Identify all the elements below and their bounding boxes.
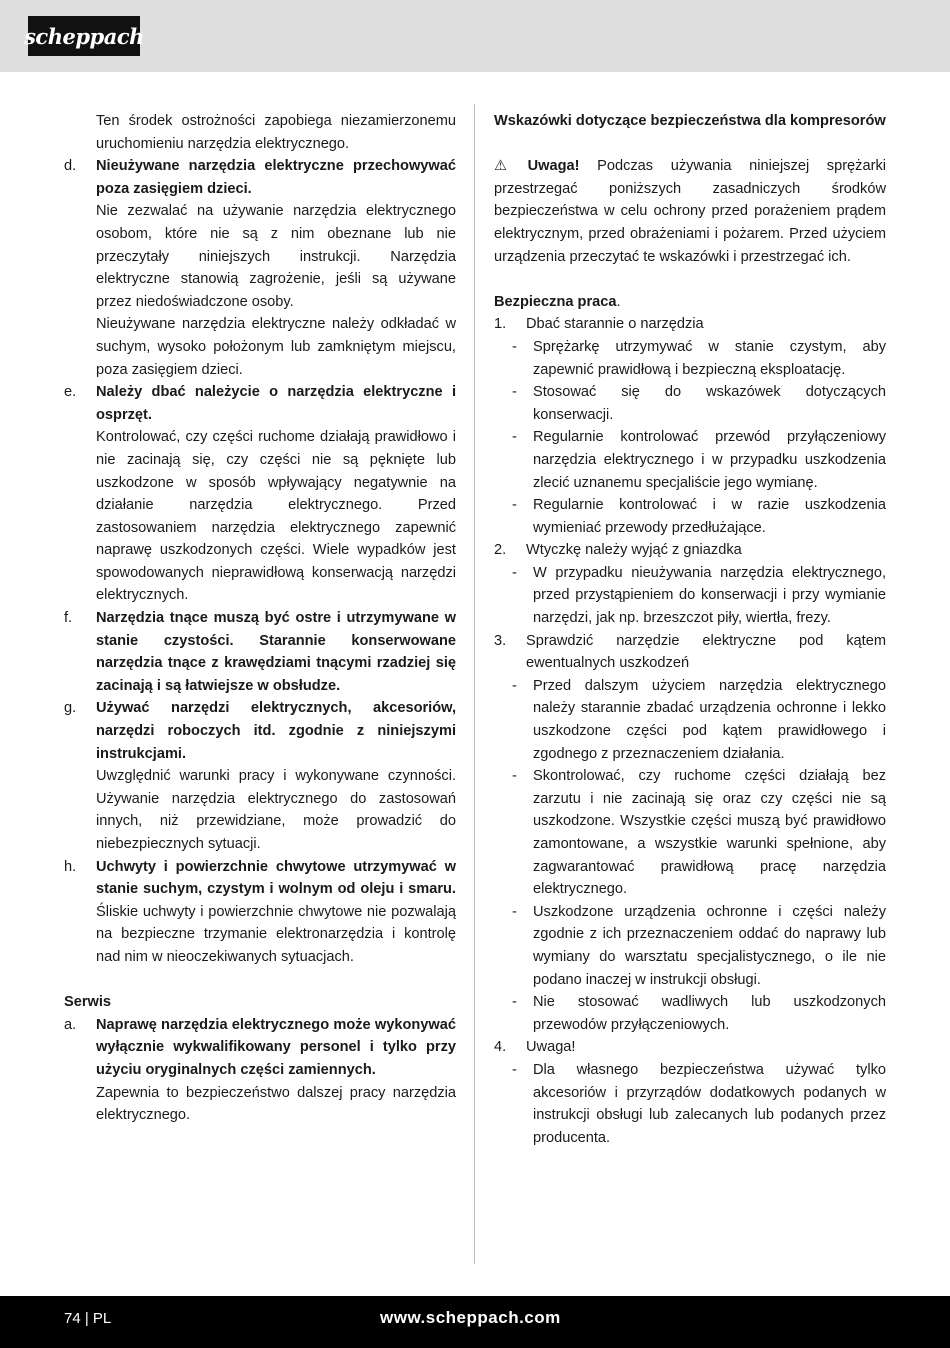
warning-paragraph [494, 155, 886, 268]
item-title: Naprawę narzędzia elektrycznego może wykonywać wyłącznie wykwalifikowany personel i tylko przy użyciu oryginalnych części zamiennych. [96, 1016, 456, 1078]
dash-text: W przypadku nieużywania narzędzia elektrycznego, przed przystąpieniem do konserwacji i przy wymianie narzędzi, jak np. brzeszczot piły, wiertła, frezy. [533, 564, 886, 627]
dash-marker: - [512, 429, 517, 446]
warning-icon: ⚠ [494, 158, 508, 175]
item-label: h. [64, 858, 77, 875]
section-title: Sprawdzić narzędzie elektryczne pod kątem ewentualnych uszkodzeń [526, 632, 886, 672]
item-body: Śliskie uchwyty i powierzchnie chwytowe nie pozwalają na bezpieczne trzymanie elektronarzędzia i kontrolę nad nim w nieoczekiwanych sytuacjach. [96, 903, 456, 965]
dash-item [494, 562, 886, 630]
dash-marker: - [512, 768, 517, 785]
safe-work-label: Bezpieczna praca [494, 293, 617, 310]
warning-label: Uwaga! [527, 158, 580, 175]
column-divider [474, 104, 475, 1264]
dash-item [494, 901, 886, 991]
section-heading: Wskazówki dotyczące bezpieczeństwa dla kompresorów [494, 113, 886, 129]
numbered-section [494, 313, 886, 336]
dash-marker: - [512, 677, 517, 694]
dash-item [494, 494, 886, 539]
list-item-f [64, 607, 456, 697]
dash-marker: - [512, 338, 517, 355]
safe-work-dot: . [616, 293, 621, 310]
list-item-h [64, 856, 456, 969]
item-title: Nieużywane narzędzia elektryczne przechowywać poza zasięgiem dzieci. [96, 158, 456, 197]
dash-marker: - [512, 564, 517, 581]
list-item-e [64, 381, 456, 607]
numbered-section [494, 1036, 886, 1059]
dash-text: Dla własnego bezpieczeństwa używać tylko akcesoriów i przyrządów dodatkowych podanych w instrukcji obsługi lub zalecanych lub podanych przez producenta. [533, 1061, 886, 1146]
item-label: f. [64, 610, 73, 627]
logo-text: scheppach [24, 23, 144, 49]
item-title: Uchwyty i powierzchnie chwytowe utrzymywać w stanie suchym, czystym i wolnym od oleju i smaru. [96, 858, 456, 898]
section-number: 2. [494, 542, 507, 559]
dash-marker: - [512, 497, 517, 514]
item-label: a. [64, 1016, 77, 1033]
section-number: 4. [494, 1039, 507, 1056]
dash-marker: - [512, 1061, 517, 1078]
dash-item [494, 991, 886, 1036]
item-body: Nie zezwalać na używanie narzędzia elektrycznego osobom, które nie są z nim obeznane lub nie przeczytały niniejszych instrukcji. Narzędzia elektryczne stanowią zagrożenie, jeśli są używane przez niedoświadczone osoby. [96, 203, 456, 310]
item-body: Zapewnia to bezpieczeństwo dalszej pracy narzędzia elektrycznego. [96, 1084, 456, 1124]
item-title: Należy dbać należycie o narzędzia elektryczne i osprzęt. [96, 384, 456, 423]
dash-text: Stosować się do wskazówek dotyczących konserwacji. [533, 384, 886, 423]
scheppach-logo [24, 16, 144, 56]
numbered-section [494, 630, 886, 675]
service-item-a [64, 1014, 456, 1127]
numbered-section [494, 539, 886, 562]
item-label: d. [64, 158, 77, 175]
list-item-d [64, 155, 456, 381]
section-title: Dbać starannie o narzędzia [526, 316, 704, 333]
item-title: Narzędzia tnące muszą być ostre i utrzymywane w stanie czystości. Starannie konserwowane narzędzia tnące z krawędziami tnącymi rzadziej się zacinają i są łatwiejsze w obsłudze. [96, 610, 456, 694]
dash-text: Regularnie kontrolować i w razie uszkodzenia wymieniać przewody przedłużające. [533, 497, 886, 536]
dash-text: Nie stosować wadliwych lub uszkodzonych przewodów przyłączeniowych. [533, 994, 886, 1033]
item-body: Nieużywane narzędzia elektryczne należy odkładać w suchym, wysoko położonym lub zamkniętym miejscu, poza zasięgiem dzieci. [96, 316, 456, 378]
dash-text: Regularnie kontrolować przewód przyłączeniowy narzędzia elektrycznego i w przypadku uszkodzenia zlecić uznanemu specjaliście jego wymianę. [533, 429, 886, 491]
dash-item [494, 1059, 886, 1149]
section-title: Wtyczkę należy wyjąć z gniazdka [526, 542, 742, 559]
section-number: 3. [494, 632, 507, 649]
dash-text: Przed dalszym użyciem narzędzia elektrycznego należy starannie zbadać urządzenia ochronne i lekko uszkodzone części pod kątem prawidłowego i zgodnego z przeznaczeniem działania. [533, 677, 886, 762]
section-number: 1. [494, 316, 507, 333]
left-column [64, 110, 456, 1127]
dash-item [494, 381, 886, 426]
dash-marker: - [512, 903, 517, 920]
dash-marker: - [512, 384, 517, 401]
section-title: Uwaga! [526, 1039, 576, 1056]
warning-text: Podczas używania niniejszej sprężarki przestrzegać poniższych zasadniczych środków bezpieczeństwa w celu ochrony przed porażeniem prądem elektrycznym, przed obrażeniami i pożarem. Przed użyciem urządzenia przeczytać te wskazówki i przestrzegać ich. [494, 158, 886, 265]
dash-item [494, 426, 886, 494]
item-body: Kontrolować, czy części ruchome działają prawidłowo i nie zacinają się, czy części nie są pęknięte lub uszkodzone w sposób wpływający negatywnie na działanie narzędzia elektrycznego. Przed zastosowaniem narzędzia elektrycznego zapewnić naprawę uszkodzonych części. Wiele wypadków jest spowodowanych nieprawidłową konserwacją narzędzi elektrycznych. [96, 429, 456, 604]
dash-text: Sprężarkę utrzymywać w stanie czystym, aby zapewnić prawidłową i bezpieczną eksploatację. [533, 338, 886, 378]
service-heading: Serwis [64, 994, 112, 1011]
intro-paragraph: Ten środek ostrożności zapobiega niezamierzonemu uruchomieniu narzędzia elektrycznego. [96, 113, 456, 152]
header-band [0, 0, 950, 72]
dash-item [494, 675, 886, 765]
dash-text: Uszkodzone urządzenia ochronne i części należy zgodnie z ich przeznaczeniem oddać do naprawy lub wymiany do warsztatu specjalistycznego, o ile nie podano inaczej w instrukcji obsługi. [533, 903, 886, 988]
dash-item [494, 336, 886, 381]
item-body: Uwzględnić warunki pracy i wykonywane czynności. Używanie narzędzia elektrycznego do zastosowań innych, niż przewidziane, może prowadzić do niebezpiecznych sytuacji. [96, 768, 456, 852]
item-title: Używać narzędzi elektrycznych, akcesoriów, narzędzi roboczych itd. zgodnie z niniejszymi instrukcjami. [96, 700, 456, 762]
dash-text: Skontrolować, czy ruchome części działają bez zarzutu i nie zacinają się oraz czy części nie są uszkodzone. Wszystkie części muszą być prawidłowo zamontowane, a wszystkie warunki spełnione, aby zagwarantować prawidłową pracę narzędzia elektrycznego. [533, 768, 886, 898]
footer-url: www.scheppach.com [380, 1308, 561, 1327]
page-number: 74 | PL [64, 1310, 112, 1327]
right-column [494, 110, 886, 1149]
safe-work-heading [494, 291, 886, 314]
item-label: e. [64, 384, 77, 401]
list-item-g [64, 697, 456, 855]
dash-item [494, 765, 886, 901]
dash-marker: - [512, 994, 517, 1011]
item-label: g. [64, 700, 77, 717]
footer [0, 1296, 950, 1348]
